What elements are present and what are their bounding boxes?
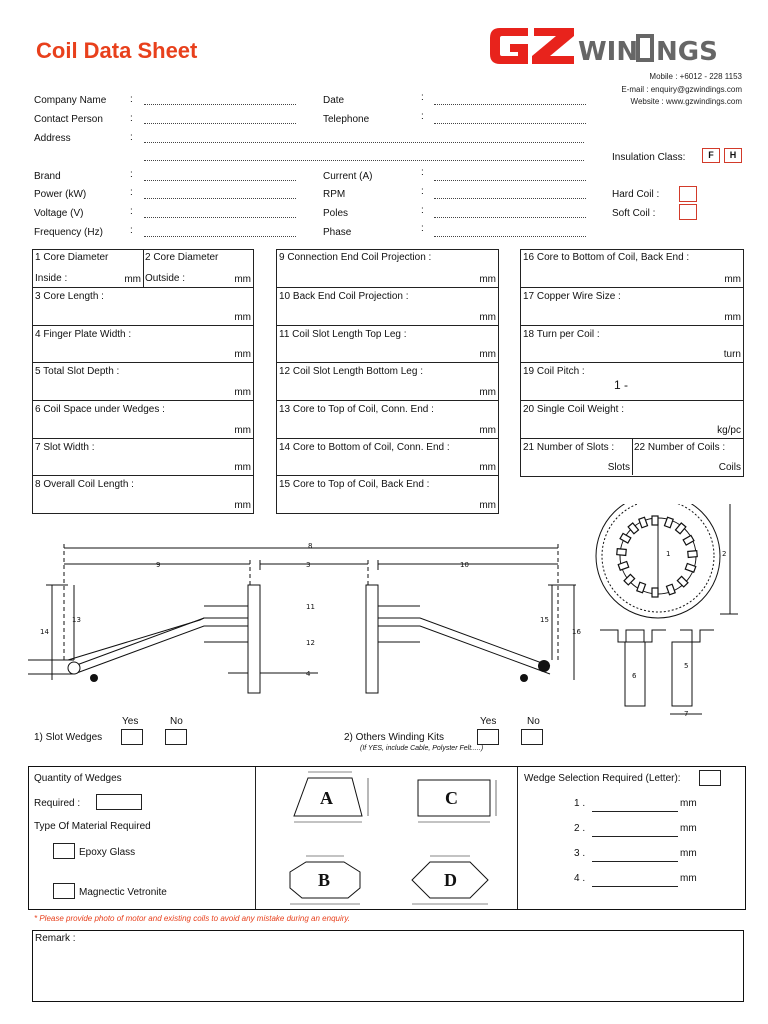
cell-label: 11 Coil Slot Length Top Leg : bbox=[279, 329, 407, 340]
voltage-field[interactable] bbox=[144, 209, 296, 218]
wedge-dimension-2[interactable] bbox=[592, 825, 678, 837]
unit-mm: mm bbox=[680, 848, 697, 859]
cell-unit: mm bbox=[234, 349, 251, 360]
grid-cell-14[interactable] bbox=[277, 438, 498, 475]
required-label: Required : bbox=[34, 798, 81, 809]
cell-label: 6 Coil Space under Wedges : bbox=[35, 404, 165, 415]
grid-cell-1[interactable] bbox=[33, 249, 143, 287]
dim-label-15: 15 bbox=[540, 616, 549, 624]
stator-label-2: 2 bbox=[722, 550, 727, 558]
dim-label-11: 11 bbox=[306, 603, 315, 611]
photo-note: * Please provide photo of motor and existing coils to avoid any mistake during an enquiry. bbox=[34, 914, 351, 923]
grid-cell-18[interactable] bbox=[521, 325, 743, 362]
cell-label: 15 Core to Top of Coil, Back End : bbox=[279, 479, 430, 490]
vetronite-checkbox[interactable] bbox=[53, 883, 75, 899]
cell-label: 20 Single Coil Weight : bbox=[523, 404, 624, 415]
slot-wedges-no-box[interactable] bbox=[165, 729, 187, 745]
slot-wedges-yes-box[interactable] bbox=[121, 729, 143, 745]
unit-mm: mm bbox=[680, 873, 697, 884]
other-kits-note: (If YES, include Cable, Polyster Felt.....) bbox=[360, 745, 484, 752]
wedge-dimension-4[interactable] bbox=[592, 875, 678, 887]
grid-cell-5[interactable] bbox=[33, 362, 253, 400]
insulation-class-f-box[interactable]: F bbox=[702, 148, 720, 163]
hard-coil-label: Hard Coil : bbox=[612, 189, 660, 200]
row-number: 4 . bbox=[574, 873, 586, 884]
stator-label-1: 1 bbox=[666, 550, 671, 558]
cell-label: 16 Core to Bottom of Coil, Back End : bbox=[523, 252, 690, 263]
cell-label: 3 Core Length : bbox=[35, 291, 104, 302]
cell-label: 22 Number of Coils : bbox=[634, 442, 726, 453]
row-number: 1 . bbox=[574, 798, 586, 809]
grid-cell-19[interactable] bbox=[521, 362, 743, 400]
cell-label: 9 Connection End Coil Projection : bbox=[279, 252, 432, 263]
epoxy-glass-checkbox[interactable] bbox=[53, 843, 75, 859]
other-kits-no-box[interactable] bbox=[521, 729, 543, 745]
cell-unit: mm bbox=[234, 312, 251, 323]
cell-unit: mm bbox=[479, 462, 496, 473]
svg-text:NGS: NGS bbox=[656, 37, 718, 67]
slot-label-5: 5 bbox=[684, 662, 689, 670]
cell-label: 19 Coil Pitch : bbox=[523, 366, 585, 377]
other-kits-yes-box[interactable] bbox=[477, 729, 499, 745]
wedge-shapes-diagram bbox=[280, 766, 504, 910]
required-quantity-field[interactable] bbox=[96, 794, 142, 810]
grid-cell-13[interactable] bbox=[277, 400, 498, 438]
cell-unit: mm bbox=[124, 274, 141, 285]
wedge-letter-field[interactable] bbox=[699, 770, 721, 786]
colon: : bbox=[130, 206, 133, 217]
colon: : bbox=[421, 205, 424, 216]
rpm-field[interactable] bbox=[434, 190, 586, 199]
grid-cell-22[interactable] bbox=[632, 438, 743, 475]
cell-label: 13 Core to Top of Coil, Conn. End : bbox=[279, 404, 434, 415]
page-title: Coil Data Sheet bbox=[36, 38, 198, 63]
cell-label: 18 Turn per Coil : bbox=[523, 329, 600, 340]
contact-person-label: Contact Person bbox=[34, 114, 103, 125]
cell-label: 2 Core Diameter bbox=[145, 252, 219, 263]
unit-mm: mm bbox=[680, 823, 697, 834]
contact-mobile: Mobile : +6012 - 228 1153 bbox=[649, 72, 742, 81]
coil-dimension-diagram bbox=[28, 530, 588, 720]
colon: : bbox=[130, 187, 133, 198]
dim-label-13: 13 bbox=[72, 616, 81, 624]
grid-cell-10[interactable] bbox=[277, 287, 498, 325]
grid-cell-17[interactable] bbox=[521, 287, 743, 325]
yes-label: Yes bbox=[122, 716, 139, 727]
wedge-dimension-3[interactable] bbox=[592, 850, 678, 862]
slot-wedges-label: 1) Slot Wedges bbox=[34, 732, 103, 743]
grid-cell-16[interactable] bbox=[521, 249, 743, 287]
date-field[interactable] bbox=[434, 96, 586, 105]
dim-label-4: 4 bbox=[306, 670, 311, 678]
telephone-label: Telephone bbox=[323, 114, 370, 125]
no-label: No bbox=[527, 716, 540, 727]
insulation-class-label: Insulation Class: bbox=[612, 152, 686, 163]
cell-unit: mm bbox=[479, 312, 496, 323]
gz-windings-logo bbox=[488, 22, 748, 70]
grid-cell-11[interactable] bbox=[277, 325, 498, 362]
cell-unit: mm bbox=[479, 274, 496, 285]
insulation-class-h-box[interactable]: H bbox=[724, 148, 742, 163]
quantity-label: Quantity of Wedges bbox=[34, 773, 122, 784]
colon: : bbox=[421, 167, 424, 178]
cell-label: 5 Total Slot Depth : bbox=[35, 366, 120, 377]
grid-cell-12[interactable] bbox=[277, 362, 498, 400]
poles-label: Poles bbox=[323, 208, 349, 219]
power-label: Power (kW) bbox=[34, 189, 87, 200]
contact-website: Website : www.gzwindings.com bbox=[630, 97, 742, 106]
brand-label: Brand bbox=[34, 171, 61, 182]
slot-label-6: 6 bbox=[632, 672, 637, 680]
cell-unit: mm bbox=[724, 312, 741, 323]
stator-diagram bbox=[590, 504, 760, 722]
other-kits-label: 2) Others Winding Kits bbox=[344, 732, 445, 743]
unit-mm: mm bbox=[680, 798, 697, 809]
colon: : bbox=[421, 223, 424, 234]
frequency-label: Frequency (Hz) bbox=[34, 227, 103, 238]
grid-cell-3[interactable] bbox=[33, 287, 253, 325]
cell-unit: mm bbox=[724, 274, 741, 285]
wedge-dimension-1[interactable] bbox=[592, 800, 678, 812]
grid-cell-2[interactable] bbox=[143, 249, 253, 287]
coil-pitch-value: 1 - bbox=[614, 378, 629, 392]
address-label: Address bbox=[34, 133, 71, 144]
dim-label-16: 16 bbox=[572, 628, 581, 636]
cell-unit: kg/pc bbox=[717, 425, 741, 436]
colon: : bbox=[421, 186, 424, 197]
rpm-label: RPM bbox=[323, 189, 346, 200]
grid-column-middle bbox=[276, 249, 499, 514]
wedge-selection-label: Wedge Selection Required (Letter): bbox=[524, 773, 681, 784]
cell-unit: mm bbox=[234, 387, 251, 398]
contact-email: E-mail : enquiry@gzwindings.com bbox=[621, 85, 742, 94]
company-name-label: Company Name bbox=[34, 95, 107, 106]
grid-cell-4[interactable] bbox=[33, 325, 253, 362]
cell-unit: turn bbox=[723, 349, 741, 360]
remark-box[interactable] bbox=[32, 930, 744, 1002]
remark-label: Remark : bbox=[35, 933, 76, 944]
brand-field[interactable] bbox=[144, 172, 296, 181]
dim-label-10: 10 bbox=[460, 561, 469, 569]
phase-field[interactable] bbox=[434, 228, 586, 237]
cell-unit: mm bbox=[479, 349, 496, 360]
row-number: 2 . bbox=[574, 823, 586, 834]
frequency-field[interactable] bbox=[144, 228, 296, 237]
cell-unit: mm bbox=[479, 387, 496, 398]
cell-unit: mm bbox=[234, 500, 251, 511]
grid-cell-6[interactable] bbox=[33, 400, 253, 438]
grid-cell-8[interactable] bbox=[33, 475, 253, 513]
power-field[interactable] bbox=[144, 190, 296, 199]
date-label: Date bbox=[323, 95, 345, 106]
address-field-line2[interactable] bbox=[144, 152, 584, 161]
colon: : bbox=[130, 132, 133, 143]
cell-sublabel: Inside : bbox=[35, 273, 68, 284]
section-divider bbox=[517, 767, 518, 909]
colon: : bbox=[130, 169, 133, 180]
row-number: 3 . bbox=[574, 848, 586, 859]
yes-label: Yes bbox=[480, 716, 497, 727]
cell-label: 14 Core to Bottom of Coil, Conn. End : bbox=[279, 442, 450, 453]
poles-field[interactable] bbox=[434, 209, 586, 218]
cell-unit: mm bbox=[479, 500, 496, 511]
grid-cell-7[interactable] bbox=[33, 438, 253, 475]
colon: : bbox=[130, 225, 133, 236]
vetronite-label: Magnectic Vetronite bbox=[79, 887, 167, 898]
contact-person-field[interactable] bbox=[144, 115, 296, 124]
cell-sublabel: Outside : bbox=[145, 273, 186, 284]
dim-label-8: 8 bbox=[308, 542, 313, 550]
cell-unit: mm bbox=[479, 425, 496, 436]
grid-cell-21[interactable] bbox=[521, 438, 632, 475]
cell-unit: mm bbox=[234, 425, 251, 436]
colon: : bbox=[130, 113, 133, 124]
cell-label: 10 Back End Coil Projection : bbox=[279, 291, 409, 302]
telephone-field[interactable] bbox=[434, 115, 586, 124]
cell-unit: mm bbox=[234, 462, 251, 473]
cell-label: 8 Overall Coil Length : bbox=[35, 479, 134, 490]
cell-label: 12 Coil Slot Length Bottom Leg : bbox=[279, 366, 423, 377]
dim-label-14: 14 bbox=[40, 628, 49, 636]
soft-coil-label: Soft Coil : bbox=[612, 208, 656, 219]
colon: : bbox=[421, 111, 424, 122]
voltage-label: Voltage (V) bbox=[34, 208, 84, 219]
dim-label-12: 12 bbox=[306, 639, 315, 647]
wedge-letter-a: A bbox=[320, 788, 333, 808]
colon: : bbox=[130, 94, 133, 105]
current-field[interactable] bbox=[434, 172, 586, 181]
slot-label-7: 7 bbox=[684, 710, 689, 718]
current-label: Current (A) bbox=[323, 171, 373, 182]
phase-label: Phase bbox=[323, 227, 352, 238]
colon: : bbox=[421, 92, 424, 103]
no-label: No bbox=[170, 716, 183, 727]
cell-label: 17 Copper Wire Size : bbox=[523, 291, 621, 302]
cell-unit: Slots bbox=[607, 462, 630, 473]
wedge-letter-b: B bbox=[318, 870, 331, 890]
hard-coil-checkbox[interactable] bbox=[679, 186, 697, 202]
grid-cell-15[interactable] bbox=[277, 475, 498, 513]
section-divider bbox=[255, 767, 256, 909]
grid-column-left bbox=[32, 249, 254, 514]
company-name-field[interactable] bbox=[144, 96, 296, 105]
cell-label: 7 Slot Width : bbox=[35, 442, 95, 453]
cell-label: 1 Core Diameter bbox=[35, 252, 109, 263]
svg-text:WIN: WIN bbox=[578, 37, 639, 67]
epoxy-glass-label: Epoxy Glass bbox=[79, 847, 136, 858]
wedge-letter-d: D bbox=[444, 870, 457, 890]
soft-coil-checkbox[interactable] bbox=[679, 204, 697, 220]
cell-unit: mm bbox=[234, 274, 251, 285]
cell-label: 21 Number of Slots : bbox=[523, 442, 615, 453]
grid-cell-20[interactable] bbox=[521, 400, 743, 438]
grid-column-right bbox=[520, 249, 744, 477]
address-field-line1[interactable] bbox=[144, 134, 584, 143]
cell-unit: Coils bbox=[718, 462, 741, 473]
dim-label-9: 9 bbox=[156, 561, 161, 569]
material-label: Type Of Material Required bbox=[34, 821, 151, 832]
dim-label-3: 3 bbox=[306, 561, 311, 569]
grid-cell-9[interactable] bbox=[277, 249, 498, 287]
cell-label: 4 Finger Plate Width : bbox=[35, 329, 132, 340]
wedge-letter-c: C bbox=[445, 788, 458, 808]
